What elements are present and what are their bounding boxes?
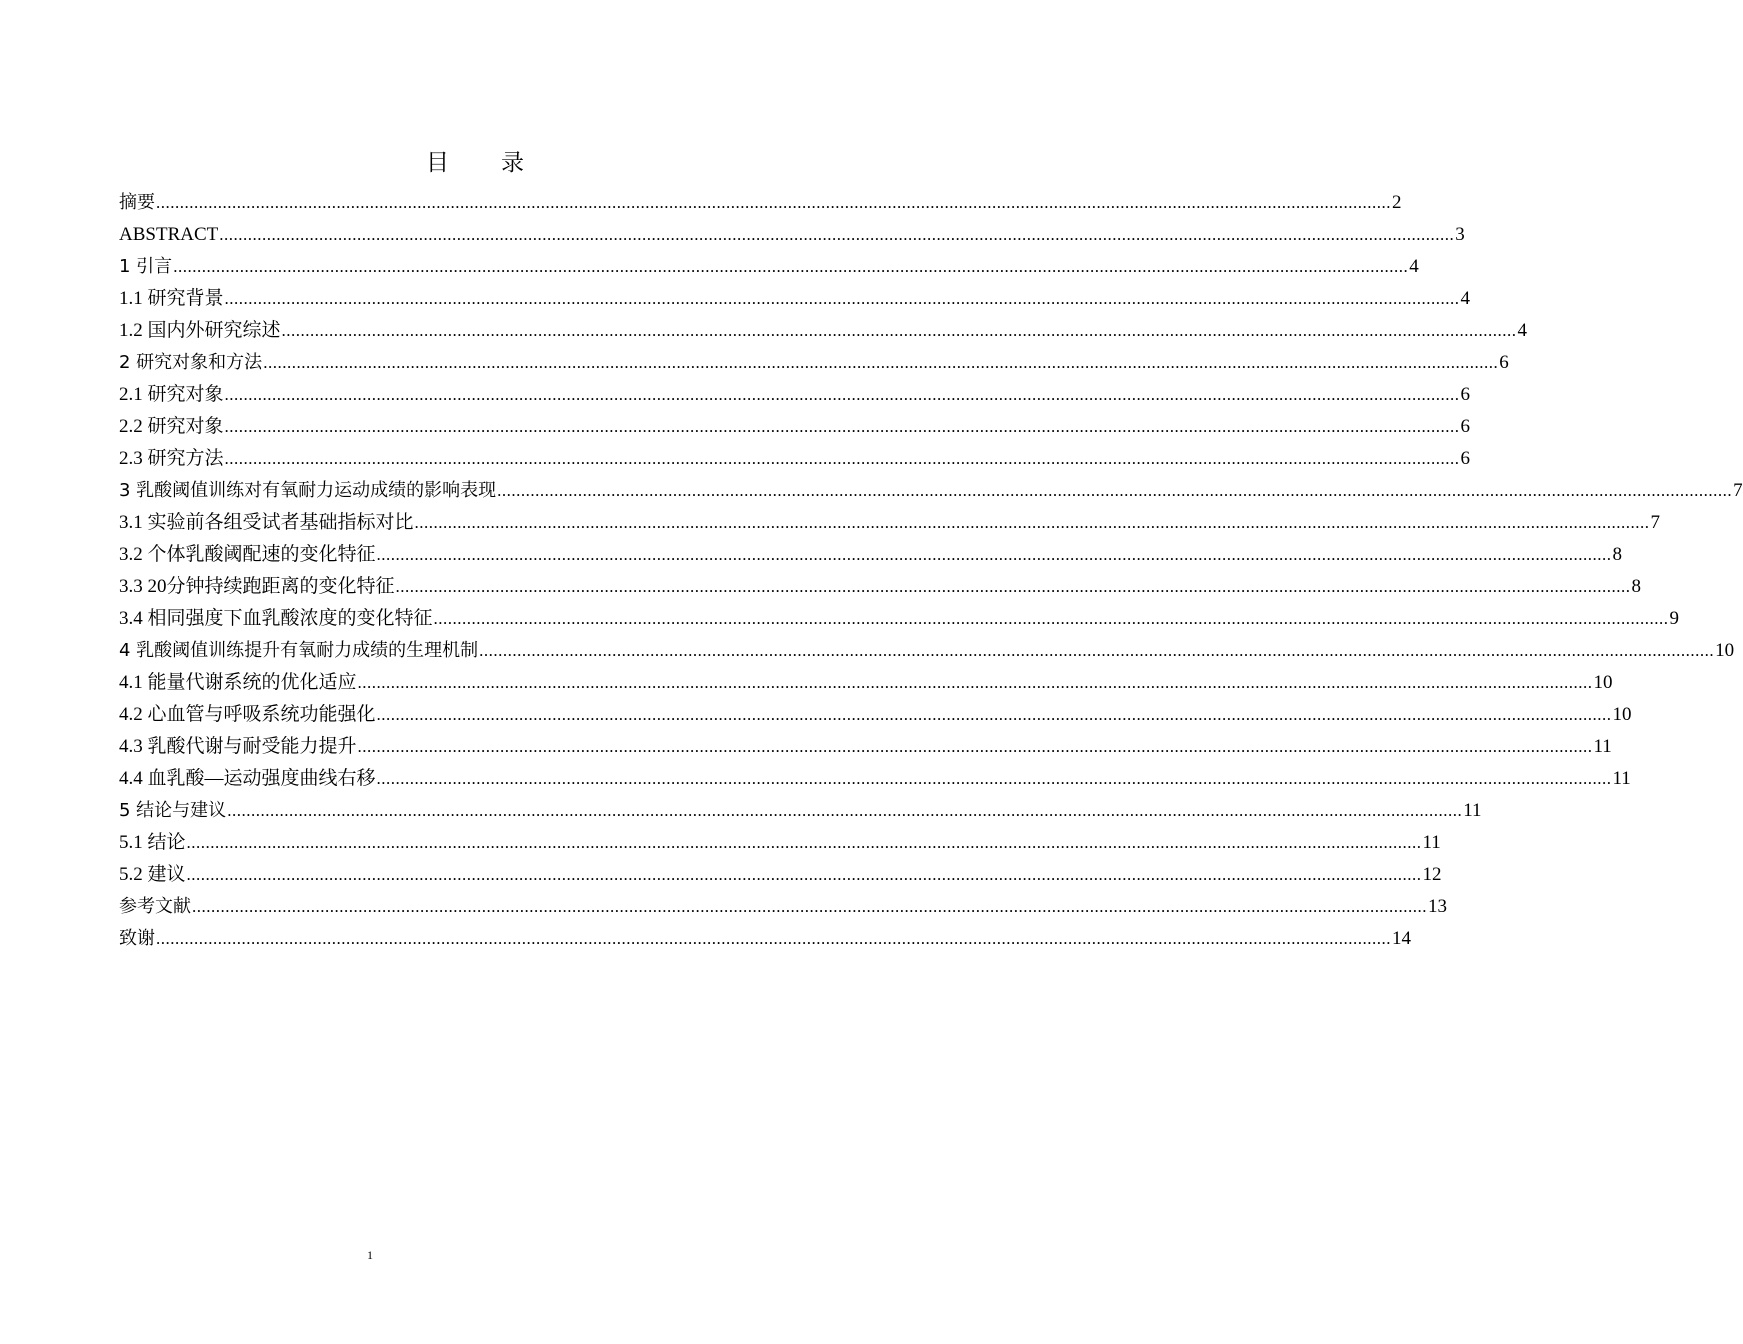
- toc-entry-label: 摘要: [119, 192, 155, 213]
- toc-entry[interactable]: [119, 219, 1465, 251]
- toc-entry-page: 3: [1455, 224, 1465, 245]
- toc-entry[interactable]: [119, 923, 1411, 955]
- toc-entry-page: 7: [1733, 480, 1743, 501]
- toc-entry[interactable]: [119, 347, 1509, 379]
- toc-dot-leader: ....................................................................................................................................................................................................................................................................: [156, 193, 1391, 212]
- toc-entry-page: 14: [1392, 928, 1411, 949]
- toc-entry[interactable]: [119, 603, 1680, 635]
- toc-entry-label: 参考文献: [119, 896, 191, 917]
- toc-entry-label: 3.4 相同强度下血乳酸浓度的变化特征: [119, 608, 433, 629]
- toc-entry-label: 3.3 20分钟持续跑距离的变化特征: [119, 576, 395, 597]
- toc-entry-page: 6: [1499, 352, 1509, 373]
- toc-dot-leader: ....................................................................................................................................................................................................................................................................: [479, 641, 1715, 660]
- toc-entry[interactable]: [119, 251, 1419, 283]
- toc-dot-leader: ....................................................................................................................................................................................................................................................................: [414, 513, 1650, 532]
- toc-entry-label: 4.2 心血管与呼吸系统功能强化: [119, 704, 376, 725]
- toc-dot-leader: ....................................................................................................................................................................................................................................................................: [173, 257, 1409, 276]
- toc-entry-page: 13: [1428, 896, 1447, 917]
- toc-entry-label: 2 研究对象和方法: [119, 352, 263, 373]
- toc-dot-leader: ....................................................................................................................................................................................................................................................................: [227, 801, 1463, 820]
- toc-dot-leader: ....................................................................................................................................................................................................................................................................: [224, 449, 1460, 468]
- toc-title-char-1: 目: [426, 150, 449, 176]
- toc-entry-page: 11: [1612, 768, 1631, 789]
- toc-entry-page: 11: [1422, 832, 1441, 853]
- toc-entry[interactable]: [119, 283, 1471, 315]
- toc-entry[interactable]: [119, 795, 1482, 827]
- toc-list: [119, 187, 1743, 955]
- toc-entry-page: 6: [1460, 448, 1471, 469]
- toc-entry-page: 4: [1409, 256, 1419, 277]
- toc-entry[interactable]: [119, 187, 1402, 219]
- toc-entry[interactable]: [119, 763, 1631, 795]
- toc-entry[interactable]: [119, 475, 1743, 507]
- toc-entry-label: 3.1 实验前各组受试者基础指标对比: [119, 512, 414, 533]
- toc-entry-label: ABSTRACT: [119, 224, 219, 245]
- toc-entry-page: 7: [1650, 512, 1661, 533]
- toc-entry-page: 2: [1392, 192, 1402, 213]
- toc-dot-leader: ....................................................................................................................................................................................................................................................................: [224, 289, 1460, 308]
- toc-entry-label: 1.2 国内外研究综述: [119, 320, 281, 341]
- toc-entry-page: 10: [1593, 672, 1613, 693]
- toc-title-char-2: 录: [501, 150, 524, 176]
- toc-entry-page: 8: [1631, 576, 1642, 597]
- toc-dot-leader: ....................................................................................................................................................................................................................................................................: [186, 865, 1422, 884]
- toc-entry-page: 6: [1460, 384, 1471, 405]
- toc-entry-label: 5 结论与建议: [119, 800, 227, 821]
- toc-dot-leader: ....................................................................................................................................................................................................................................................................: [433, 609, 1669, 628]
- toc-entry-page: 4: [1460, 288, 1471, 309]
- toc-entry-page: 9: [1669, 608, 1680, 629]
- toc-entry-label: 3.2 个体乳酸阈配速的变化特征: [119, 544, 376, 565]
- toc-entry-page: 4: [1517, 320, 1528, 341]
- toc-entry[interactable]: [119, 731, 1612, 763]
- toc-entry-label: 4.3 乳酸代谢与耐受能力提升: [119, 736, 357, 757]
- toc-dot-leader: ....................................................................................................................................................................................................................................................................: [224, 417, 1460, 436]
- toc-entry-label: 4.4 血乳酸—运动强度曲线右移: [119, 768, 376, 789]
- toc-entry-page: 11: [1593, 736, 1612, 757]
- toc-entry[interactable]: [119, 859, 1442, 891]
- toc-dot-leader: ....................................................................................................................................................................................................................................................................: [395, 577, 1631, 596]
- toc-dot-leader: ....................................................................................................................................................................................................................................................................: [281, 321, 1517, 340]
- toc-entry-label: 5.1 结论: [119, 832, 186, 853]
- toc-dot-leader: ....................................................................................................................................................................................................................................................................: [224, 385, 1460, 404]
- toc-dot-leader: ....................................................................................................................................................................................................................................................................: [192, 897, 1427, 916]
- toc-entry[interactable]: [119, 699, 1632, 731]
- toc-entry[interactable]: [119, 891, 1447, 923]
- toc-dot-leader: ....................................................................................................................................................................................................................................................................: [357, 673, 1593, 692]
- toc-entry[interactable]: [119, 379, 1471, 411]
- toc-entry[interactable]: [119, 667, 1613, 699]
- toc-entry-label: 2.1 研究对象: [119, 384, 224, 405]
- toc-dot-leader: ....................................................................................................................................................................................................................................................................: [219, 225, 1455, 244]
- toc-dot-leader: ....................................................................................................................................................................................................................................................................: [376, 769, 1612, 788]
- toc-entry-label: 5.2 建议: [119, 864, 186, 885]
- toc-entry-page: 12: [1422, 864, 1442, 885]
- toc-entry[interactable]: [119, 507, 1661, 539]
- toc-entry-label: 1.1 研究背景: [119, 288, 224, 309]
- toc-dot-leader: ....................................................................................................................................................................................................................................................................: [376, 545, 1612, 564]
- page-number: 1: [367, 1248, 373, 1262]
- toc-entry-page: 6: [1460, 416, 1471, 437]
- toc-title: [0, 148, 950, 178]
- toc-entry-page: 11: [1463, 800, 1482, 821]
- toc-entry[interactable]: [119, 827, 1441, 859]
- toc-entry-page: 10: [1715, 640, 1735, 661]
- toc-entry[interactable]: [119, 315, 1528, 347]
- toc-dot-leader: ....................................................................................................................................................................................................................................................................: [357, 737, 1593, 756]
- toc-dot-leader: ....................................................................................................................................................................................................................................................................: [263, 353, 1499, 372]
- toc-entry-label: 致谢: [119, 928, 155, 949]
- toc-entry[interactable]: [119, 443, 1471, 475]
- toc-dot-leader: ....................................................................................................................................................................................................................................................................: [186, 833, 1422, 852]
- toc-entry[interactable]: [119, 635, 1735, 667]
- toc-dot-leader: ....................................................................................................................................................................................................................................................................: [376, 705, 1612, 724]
- toc-entry-label: 2.3 研究方法: [119, 448, 224, 469]
- toc-dot-leader: ....................................................................................................................................................................................................................................................................: [497, 481, 1733, 500]
- toc-entry-page: 10: [1612, 704, 1632, 725]
- toc-entry-page: 8: [1612, 544, 1623, 565]
- toc-entry-label: 2.2 研究对象: [119, 416, 224, 437]
- toc-entry[interactable]: [119, 539, 1623, 571]
- toc-entry[interactable]: [119, 411, 1471, 443]
- toc-entry-label: 3 乳酸阈值训练对有氧耐力运动成绩的影响表现: [119, 480, 497, 501]
- toc-entry[interactable]: [119, 571, 1642, 603]
- toc-entry-label: 1 引言: [119, 256, 173, 277]
- toc-entry-label: 4 乳酸阈值训练提升有氧耐力成绩的生理机制: [119, 640, 479, 661]
- toc-entry-label: 4.1 能量代谢系统的优化适应: [119, 672, 357, 693]
- toc-dot-leader: ....................................................................................................................................................................................................................................................................: [156, 929, 1391, 948]
